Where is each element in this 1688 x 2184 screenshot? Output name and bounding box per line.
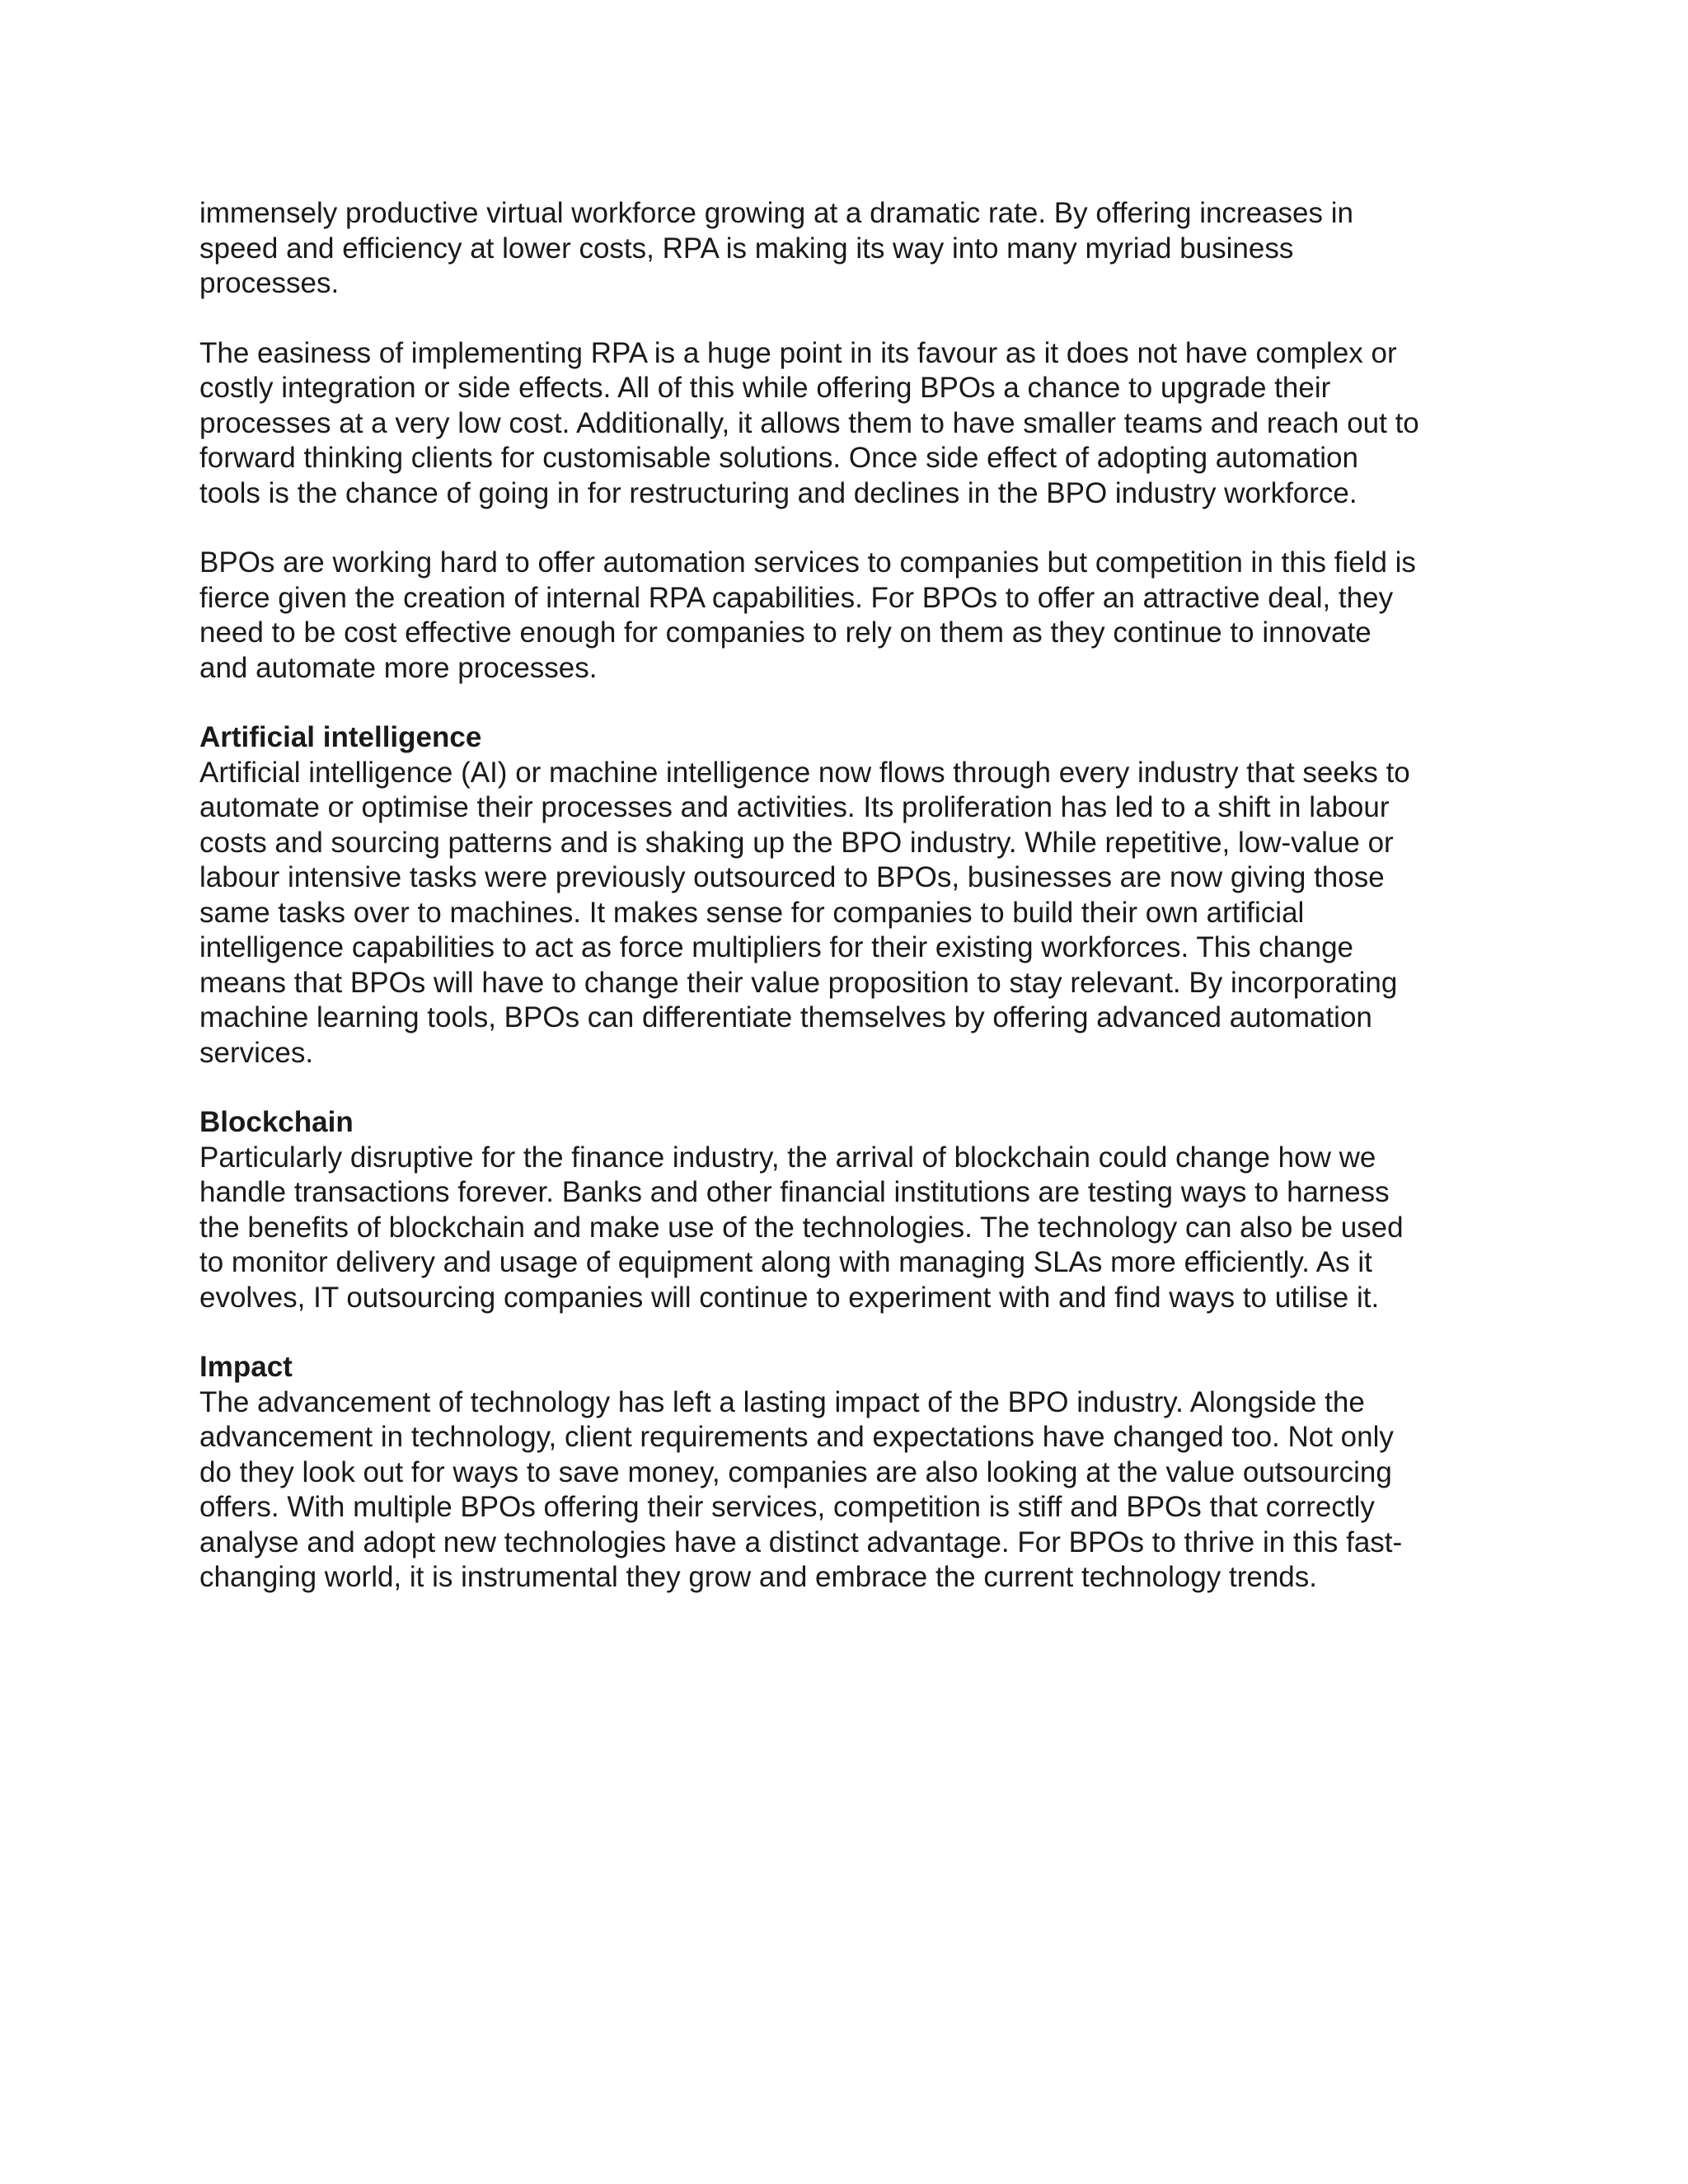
text-line: costly integration or side effects. All of this while offering BPOs a chance to upgrade their [199,372,1331,404]
text-line: advancement in technology, client requirements and expectations have changed too. Not only [199,1421,1394,1453]
section-heading: Blockchain [199,1106,354,1138]
text-line: offers. With multiple BPOs offering their services, competition is stiff and BPOs that correctly [199,1491,1375,1523]
paragraph-bpo-automation [199,546,1493,686]
text-line: intelligence capabilities to act as force multipliers for their existing workforces. This change [199,931,1353,963]
text-line: automate or optimise their processes and activities. Its proliferation has led to a shift in labour [199,791,1390,823]
paragraph-rpa-easiness [199,336,1493,512]
section-heading: Impact [199,1351,293,1383]
text-line: fierce given the creation of internal RPA capabilities. For BPOs to offer an attractive deal, they [199,581,1394,614]
text-line: the benefits of blockchain and make use of the technologies. The technology can also be used [199,1211,1404,1244]
text-line: BPOs are working hard to offer automation services to companies but competition in this field is [199,546,1416,579]
text-line: The easiness of implementing RPA is a huge point in its favour as it does not have complex or [199,336,1397,369]
text-line: handle transactions forever. Banks and other financial institutions are testing ways to harness [199,1176,1390,1208]
text-line: do they look out for ways to save money, companies are also looking at the value outsourcing [199,1455,1392,1488]
text-line: forward thinking clients for customisable solutions. Once side effect of adopting automation [199,442,1358,474]
section-impact [199,1350,1493,1596]
section-artificial-intelligence [199,720,1493,1071]
text-line: Particularly disruptive for the finance industry, the arrival of blockchain could change how we [199,1141,1376,1174]
text-line: means that BPOs will have to change their value proposition to stay relevant. By incorporating [199,966,1398,999]
text-line: machine learning tools, BPOs can differentiate themselves by offering advanced automation [199,1001,1372,1033]
text-line: processes. [199,267,340,299]
text-line: speed and efficiency at lower costs, RPA is making its way into many myriad business [199,232,1294,265]
text-line: and automate more processes. [199,651,598,684]
section-heading: Artificial intelligence [199,721,482,753]
paragraph-rpa-productivity [199,196,1493,302]
text-line: evolves, IT outsourcing companies will continue to experiment with and find ways to utilise it. [199,1281,1380,1314]
text-line: immensely productive virtual workforce growing at a dramatic rate. By offering increases in [199,197,1353,229]
text-line: changing world, it is instrumental they grow and embrace the current technology trends. [199,1561,1317,1593]
document-body [199,196,1493,1630]
text-line: Artificial intelligence (AI) or machine intelligence now flows through every industry that seeks to [199,756,1410,789]
section-blockchain [199,1105,1493,1315]
text-line: same tasks over to machines. It makes sense for companies to build their own artificial [199,896,1305,929]
text-line: to monitor delivery and usage of equipment along with managing SLAs more efficiently. As it [199,1246,1372,1278]
text-line: The advancement of technology has left a lasting impact of the BPO industry. Alongside the [199,1385,1365,1418]
text-line: processes at a very low cost. Additionally, it allows them to have smaller teams and reach out to [199,406,1419,439]
text-line: costs and sourcing patterns and is shaking up the BPO industry. While repetitive, low-value or [199,826,1394,859]
text-line: analyse and adopt new technologies have a distinct advantage. For BPOs to thrive in this fast- [199,1526,1403,1558]
text-line: need to be cost effective enough for companies to rely on them as they continue to innovate [199,616,1372,649]
text-line: services. [199,1036,314,1069]
text-line: labour intensive tasks were previously outsourced to BPOs, businesses are now giving those [199,861,1385,893]
text-line: tools is the chance of going in for restructuring and declines in the BPO industry workforce. [199,476,1357,509]
